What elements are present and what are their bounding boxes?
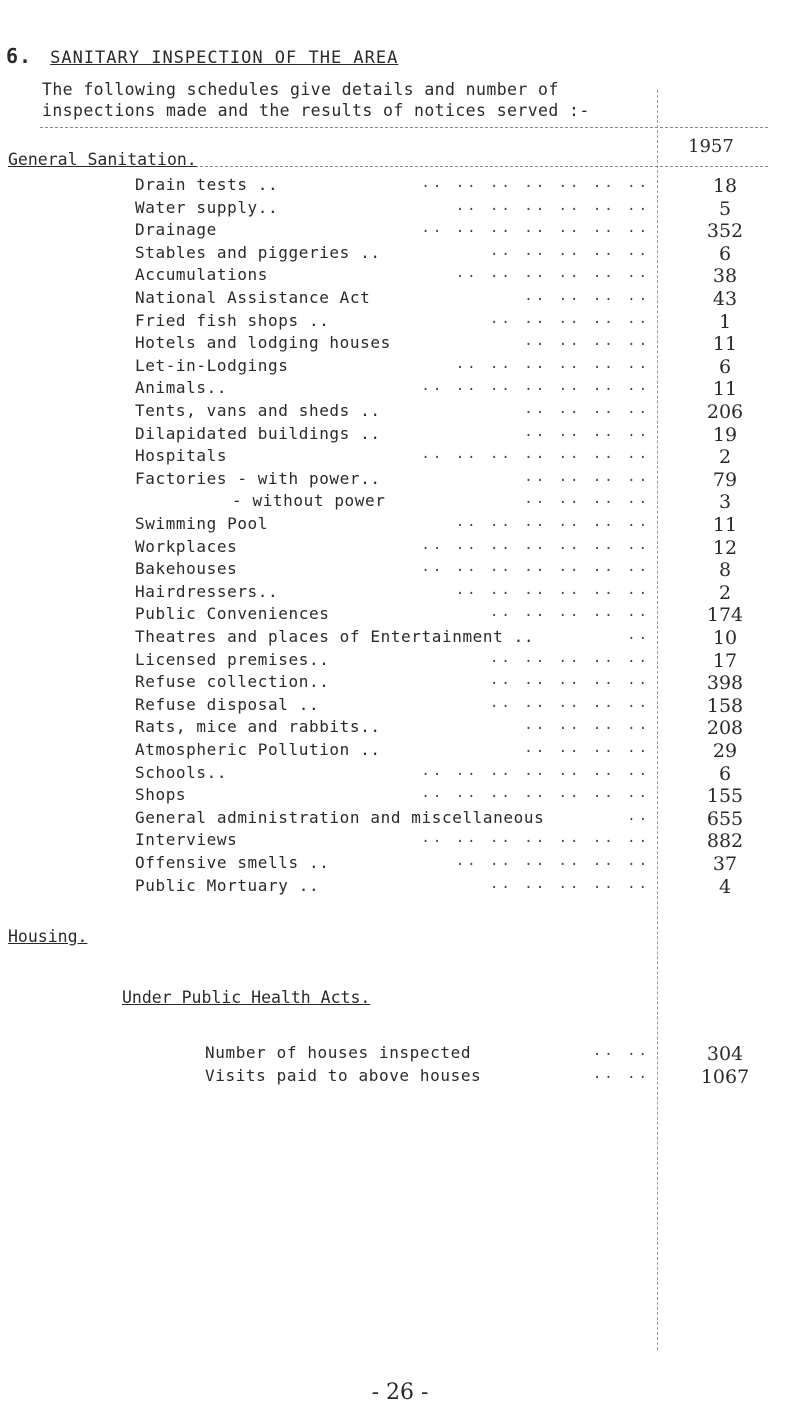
section-number: 6. bbox=[6, 44, 33, 68]
leader-dots: .. .. .. .. .. bbox=[489, 242, 650, 259]
row-label: Factories - with power.. bbox=[135, 468, 381, 488]
row-value: 155 bbox=[706, 785, 744, 808]
row-value: 4 bbox=[718, 875, 732, 898]
row-label: Drain tests .. bbox=[135, 175, 279, 194]
row-value: 37 bbox=[712, 853, 738, 875]
row-label: Hospitals bbox=[135, 446, 228, 466]
row-label: Refuse disposal .. bbox=[135, 694, 320, 714]
leader-dots: .. .. .. .. .. bbox=[489, 694, 650, 711]
general-sanitation-title: General Sanitation. bbox=[8, 150, 197, 169]
row-value: 1067 bbox=[700, 1066, 750, 1088]
leader-dots: .. .. .. .. bbox=[524, 288, 650, 304]
row-label: Tents, vans and sheds .. bbox=[135, 401, 381, 420]
row-value: 12 bbox=[712, 536, 738, 559]
table-row bbox=[0, 785, 800, 807]
row-value: 5 bbox=[718, 197, 732, 220]
row-value: 11 bbox=[712, 333, 738, 356]
table-row bbox=[0, 627, 800, 649]
table-row bbox=[0, 853, 800, 875]
row-value: 11 bbox=[712, 378, 738, 401]
table-row bbox=[0, 740, 800, 762]
leader-dots: .. .. .. .. .. .. .. bbox=[421, 378, 650, 395]
row-label: Drainage bbox=[135, 220, 217, 240]
table-row bbox=[0, 220, 800, 242]
leader-dots: .. .. .. .. .. bbox=[489, 310, 650, 327]
row-value: 43 bbox=[712, 288, 738, 310]
table-row bbox=[0, 265, 800, 287]
table-row bbox=[0, 717, 800, 739]
row-value: 2 bbox=[718, 446, 732, 469]
row-value: 398 bbox=[706, 672, 744, 695]
leader-dots: .. .. .. .. bbox=[524, 333, 650, 350]
table-row bbox=[0, 424, 800, 446]
leader-dots: .. .. .. .. .. .. .. bbox=[421, 220, 650, 237]
table-row bbox=[0, 582, 800, 604]
leader-dots: .. .. .. .. .. .. .. bbox=[421, 785, 650, 802]
housing-subtitle: Under Public Health Acts. bbox=[122, 988, 371, 1007]
leader-dots: .. .. .. .. .. .. .. bbox=[421, 446, 650, 463]
row-label: Refuse collection.. bbox=[135, 672, 330, 692]
table-row bbox=[0, 356, 800, 378]
row-label: Accumulations bbox=[135, 265, 269, 285]
leader-dots: .. .. .. .. .. .. .. bbox=[421, 559, 650, 576]
row-value: 38 bbox=[712, 265, 738, 288]
housing-title: Housing. bbox=[8, 927, 88, 946]
row-label: Swimming Pool bbox=[135, 514, 269, 533]
leader-dots: .. .. .. .. bbox=[524, 423, 650, 440]
row-label: Atmospheric Pollution .. bbox=[135, 740, 381, 759]
leader-dots: .. .. .. .. bbox=[524, 468, 650, 485]
row-label: Fried fish shops .. bbox=[135, 310, 330, 330]
year-column-header: 1957 bbox=[688, 136, 734, 157]
row-value: 174 bbox=[706, 604, 744, 627]
leader-dots: .. .. bbox=[592, 1043, 650, 1059]
leader-dots: .. .. .. .. bbox=[524, 717, 650, 734]
leader-dots: .. .. .. .. .. .. bbox=[455, 355, 650, 372]
table-row bbox=[0, 198, 800, 220]
leader-dots: .. bbox=[627, 807, 650, 824]
table-row bbox=[0, 650, 800, 672]
row-value: 6 bbox=[718, 242, 732, 265]
leader-dots: .. .. .. .. bbox=[524, 740, 650, 756]
page-number: - 26 - bbox=[371, 1380, 429, 1405]
table-row bbox=[0, 695, 800, 717]
leader-dots: .. .. .. .. .. .. .. bbox=[421, 762, 650, 779]
table-row bbox=[0, 808, 800, 830]
row-value: 6 bbox=[718, 355, 732, 378]
table-row bbox=[0, 491, 800, 513]
row-value: 10 bbox=[712, 627, 738, 649]
table-row bbox=[0, 311, 800, 333]
row-label: Animals.. bbox=[135, 378, 228, 398]
table-row bbox=[0, 333, 800, 355]
row-label: Visits paid to above houses bbox=[205, 1066, 482, 1085]
table-row bbox=[0, 876, 800, 898]
row-label: Schools.. bbox=[135, 762, 228, 782]
table-row bbox=[0, 559, 800, 581]
row-value: 352 bbox=[706, 220, 744, 243]
row-value: 8 bbox=[718, 559, 732, 582]
row-label: Water supply.. bbox=[135, 197, 279, 217]
leader-dots: .. .. .. .. bbox=[524, 401, 650, 417]
table-row bbox=[0, 604, 800, 626]
table-row bbox=[0, 1043, 800, 1065]
row-label: Let-in-Lodgings bbox=[135, 355, 289, 375]
leader-dots: .. .. .. .. bbox=[524, 491, 650, 508]
row-label: Interviews bbox=[135, 830, 238, 850]
row-value: 206 bbox=[706, 401, 744, 423]
table-row bbox=[0, 537, 800, 559]
page-heading bbox=[6, 44, 398, 68]
row-value: 882 bbox=[706, 830, 744, 853]
row-label: Workplaces bbox=[135, 536, 238, 556]
intro-line-2: inspections made and the results of notices served :- bbox=[42, 101, 590, 120]
row-label: General administration and miscellaneous bbox=[135, 807, 545, 827]
leader-dots: .. .. .. .. .. .. bbox=[455, 514, 650, 530]
table-row bbox=[0, 401, 800, 423]
row-value: 2 bbox=[718, 581, 732, 604]
leader-dots: .. .. bbox=[592, 1066, 650, 1082]
table-row bbox=[0, 243, 800, 265]
row-value: 29 bbox=[712, 740, 738, 762]
row-value: 1 bbox=[718, 310, 732, 333]
row-value: 17 bbox=[712, 649, 738, 672]
row-value: 655 bbox=[706, 807, 744, 830]
row-label: - without power bbox=[232, 491, 386, 511]
leader-dots: .. .. .. .. .. .. bbox=[455, 581, 650, 598]
row-value: 3 bbox=[718, 491, 732, 514]
leader-dots: .. .. .. .. .. .. bbox=[455, 853, 650, 869]
row-label: National Assistance Act bbox=[135, 288, 371, 307]
table-row bbox=[0, 514, 800, 536]
row-value: 19 bbox=[712, 423, 738, 446]
row-value: 208 bbox=[706, 717, 744, 740]
row-label: Hotels and lodging houses bbox=[135, 333, 391, 353]
row-value: 18 bbox=[712, 175, 738, 197]
row-label: Theatres and places of Entertainment .. bbox=[135, 627, 535, 646]
row-label: Licensed premises.. bbox=[135, 649, 330, 669]
leader-dots: .. .. .. .. .. .. .. bbox=[421, 830, 650, 847]
row-label: Public Mortuary .. bbox=[135, 875, 320, 895]
table-row bbox=[0, 288, 800, 310]
leader-dots: .. .. .. .. .. .. bbox=[455, 197, 650, 214]
table-row bbox=[0, 469, 800, 491]
table-row bbox=[0, 1066, 800, 1088]
row-label: Hairdressers.. bbox=[135, 581, 279, 601]
table-row bbox=[0, 446, 800, 468]
leader-dots: .. .. .. .. .. .. .. bbox=[421, 536, 650, 553]
row-label: Number of houses inspected bbox=[205, 1043, 472, 1062]
leader-dots: .. .. .. .. .. bbox=[489, 875, 650, 892]
leader-dots: .. .. .. .. .. bbox=[489, 672, 650, 689]
row-value: 79 bbox=[712, 468, 738, 491]
row-label: Public Conveniences bbox=[135, 604, 330, 624]
row-label: Offensive smells .. bbox=[135, 853, 330, 872]
table-row bbox=[0, 763, 800, 785]
leader-dots: .. .. .. .. .. .. .. bbox=[421, 175, 650, 191]
row-label: Shops bbox=[135, 785, 187, 805]
table-row bbox=[0, 378, 800, 400]
intro-line-1: The following schedules give details and number of bbox=[42, 80, 559, 99]
row-label: Rats, mice and rabbits.. bbox=[135, 717, 381, 737]
table-row bbox=[0, 175, 800, 197]
top-divider bbox=[40, 127, 768, 128]
leader-dots: .. .. .. .. .. bbox=[489, 649, 650, 666]
row-label: Bakehouses bbox=[135, 559, 238, 579]
row-value: 11 bbox=[712, 514, 738, 536]
section-title: SANITARY INSPECTION OF THE AREA bbox=[50, 48, 399, 68]
row-value: 158 bbox=[706, 694, 744, 717]
row-label: Stables and piggeries .. bbox=[135, 242, 381, 262]
row-value: 6 bbox=[718, 762, 732, 785]
leader-dots: .. bbox=[627, 627, 650, 643]
row-value: 304 bbox=[706, 1043, 744, 1065]
leader-dots: .. .. .. .. .. .. bbox=[455, 265, 650, 282]
leader-dots: .. .. .. .. .. bbox=[489, 604, 650, 621]
table-row bbox=[0, 830, 800, 852]
table-row bbox=[0, 672, 800, 694]
row-label: Dilapidated buildings .. bbox=[135, 423, 381, 443]
